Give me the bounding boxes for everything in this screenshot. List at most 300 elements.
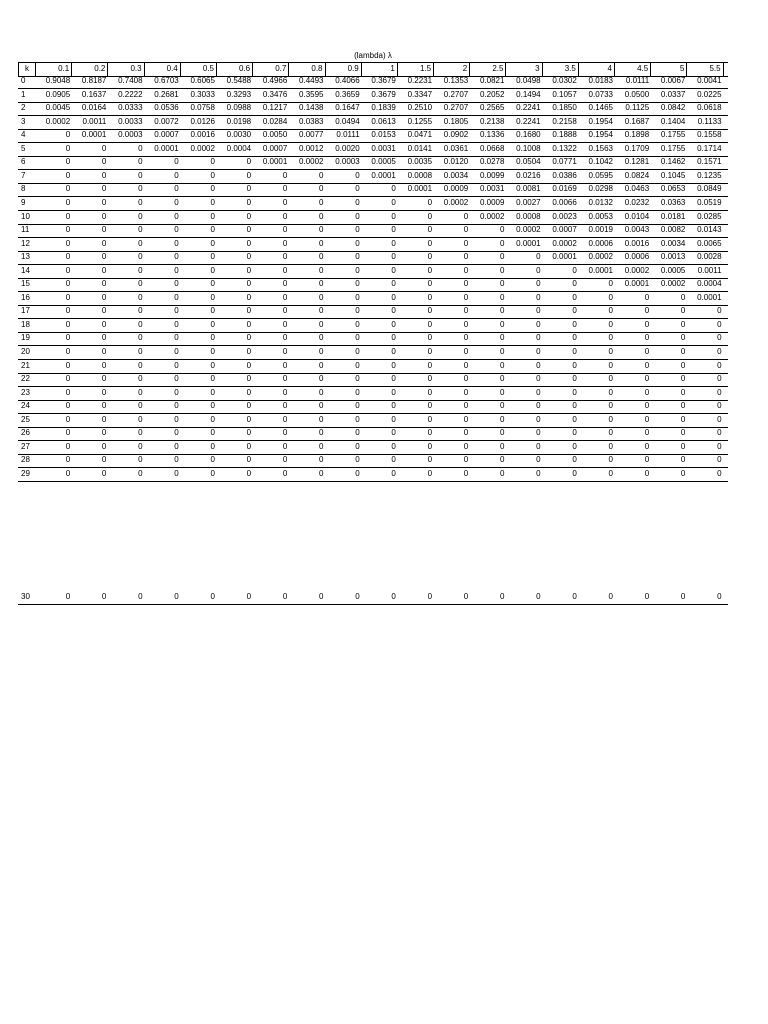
probability-cell: 0.1133 — [697, 116, 722, 126]
probability-cell: 0 — [282, 428, 288, 438]
probability-cell: 0.0104 — [624, 211, 650, 221]
table-row — [18, 224, 728, 238]
probability-cell: 0 — [427, 468, 433, 478]
probability-cell: 0.0028 — [697, 252, 722, 262]
probability-cell: 0 — [499, 468, 505, 478]
probability-cell: 0 — [391, 455, 396, 465]
probability-cell: 0 — [355, 184, 360, 194]
probability-cell: 0 — [246, 401, 252, 411]
probability-cell: 0 — [536, 455, 541, 465]
probability-cell: 0.0005 — [660, 265, 686, 275]
probability-cell: 0 — [138, 387, 143, 397]
k-header: k — [18, 63, 36, 76]
probability-cell: 0 — [644, 387, 650, 397]
probability-cell: 0.5488 — [226, 76, 252, 85]
probability-cell: 0 — [499, 279, 505, 289]
probability-cell: 0 — [572, 468, 577, 478]
probability-cell: 0.0758 — [190, 103, 215, 113]
k-cell: 27 — [21, 441, 30, 451]
probability-cell: 0.0111 — [336, 130, 360, 140]
lambda-header-cell: 5.5 — [687, 63, 723, 76]
probability-cell: 0 — [101, 319, 107, 329]
probability-cell: 0.0001 — [81, 130, 107, 140]
probability-cell: 0 — [65, 414, 71, 424]
probability-cell: 0 — [101, 374, 107, 384]
probability-cell: 0.3033 — [190, 89, 215, 99]
probability-cell: 0 — [499, 252, 505, 262]
lambda-header-cell: 4 — [579, 63, 615, 76]
probability-cell: 0 — [463, 360, 469, 370]
probability-cell: 0 — [680, 428, 686, 438]
probability-cell: 0.0498 — [516, 76, 541, 85]
probability-cell: 0 — [65, 265, 71, 275]
probability-cell: 0 — [499, 347, 505, 356]
probability-cell: 0.0007 — [552, 225, 577, 235]
k-cell: 7 — [21, 170, 26, 180]
probability-cell: 0 — [319, 319, 324, 329]
probability-cell: 0 — [210, 428, 215, 438]
probability-cell: 0 — [391, 225, 396, 235]
probability-cell: 0 — [572, 306, 577, 316]
probability-cell: 0 — [391, 360, 396, 370]
probability-cell: 0 — [319, 265, 324, 275]
probability-cell: 0 — [138, 414, 143, 424]
probability-cell: 0 — [717, 333, 722, 343]
probability-cell: 0 — [246, 414, 252, 424]
probability-cell: 0 — [608, 387, 613, 397]
probability-cell: 0.1680 — [516, 130, 541, 140]
probability-cell: 0 — [246, 387, 252, 397]
probability-cell: 0 — [536, 360, 541, 370]
probability-cell: 0 — [391, 238, 396, 248]
probability-cell: 0.1353 — [443, 76, 469, 85]
probability-cell: 0 — [608, 428, 613, 438]
probability-cell: 0 — [282, 592, 288, 601]
probability-cell: 0 — [174, 225, 179, 235]
probability-cell: 0 — [101, 455, 107, 465]
probability-cell: 0.0002 — [660, 279, 686, 289]
probability-cell: 0 — [572, 333, 577, 343]
probability-cell: 0.0132 — [588, 197, 613, 207]
table-row — [18, 441, 728, 455]
probability-cell: 0 — [717, 374, 722, 384]
probability-cell: 0 — [101, 252, 107, 262]
probability-cell: 0 — [355, 347, 360, 356]
probability-cell: 0 — [138, 455, 143, 465]
probability-cell: 0 — [319, 347, 324, 356]
probability-cell: 0 — [174, 360, 179, 370]
probability-cell: 0 — [246, 441, 252, 451]
probability-cell: 0.1438 — [299, 103, 324, 113]
probability-cell: 0 — [246, 374, 252, 384]
probability-cell: 0 — [391, 347, 396, 356]
probability-cell: 0.0842 — [660, 103, 686, 113]
probability-cell: 0.2241 — [516, 103, 541, 113]
probability-cell: 0 — [536, 441, 541, 451]
probability-cell: 0.0002 — [299, 157, 324, 167]
probability-cell: 0 — [174, 211, 179, 221]
probability-cell: 0 — [680, 387, 686, 397]
probability-cell: 0 — [608, 401, 613, 411]
lambda-header-cell: 0.3 — [108, 63, 144, 76]
probability-cell: 0 — [138, 468, 143, 478]
probability-cell: 0.2138 — [479, 116, 505, 126]
probability-cell: 0 — [319, 401, 324, 411]
probability-cell: 0 — [717, 387, 722, 397]
probability-cell: 0 — [680, 333, 686, 343]
probability-cell: 0 — [65, 211, 71, 221]
probability-cell: 0 — [572, 387, 577, 397]
probability-cell: 0 — [282, 265, 288, 275]
probability-cell: 0 — [101, 441, 107, 451]
probability-cell: 0.0471 — [407, 130, 433, 140]
k-cell: 22 — [21, 374, 30, 384]
lambda-header-cell: 3.5 — [543, 63, 579, 76]
probability-cell: 0 — [355, 252, 360, 262]
probability-cell: 0 — [138, 333, 143, 343]
table-row — [18, 292, 728, 306]
probability-cell: 0 — [499, 238, 505, 248]
probability-cell: 0 — [138, 265, 143, 275]
probability-cell: 0.0009 — [443, 184, 469, 194]
probability-cell: 0 — [572, 265, 577, 275]
k-cell: 4 — [21, 130, 26, 140]
probability-cell: 0 — [355, 197, 360, 207]
probability-cell: 0 — [101, 279, 107, 289]
probability-cell: 0 — [138, 401, 143, 411]
probability-cell: 0 — [65, 130, 71, 140]
probability-cell: 0.0003 — [118, 130, 143, 140]
probability-cell: 0 — [210, 441, 215, 451]
probability-cell: 0 — [319, 592, 324, 601]
probability-cell: 0 — [463, 319, 469, 329]
probability-cell: 0 — [391, 592, 396, 601]
probability-cell: 0 — [355, 306, 360, 316]
probability-cell: 0.1045 — [660, 170, 686, 180]
probability-cell: 0.0001 — [407, 184, 433, 194]
probability-cell: 0 — [463, 428, 469, 438]
probability-cell: 0 — [65, 374, 71, 384]
probability-cell: 0.0169 — [552, 184, 577, 194]
probability-cell: 0 — [65, 441, 71, 451]
lambda-header-cell: 4.5 — [615, 63, 651, 76]
probability-cell: 0 — [210, 592, 215, 601]
probability-cell: 0 — [65, 292, 71, 302]
probability-cell: 0 — [174, 468, 179, 478]
probability-cell: 0 — [463, 225, 469, 235]
probability-cell: 0.1850 — [552, 103, 577, 113]
probability-cell: 0 — [174, 252, 179, 262]
probability-cell: 0 — [391, 265, 396, 275]
probability-cell: 0.1057 — [552, 89, 577, 99]
probability-cell: 0 — [680, 347, 686, 356]
k-cell: 8 — [21, 184, 26, 194]
probability-cell: 0.0001 — [154, 143, 179, 153]
probability-cell: 0 — [499, 265, 505, 275]
probability-cell: 0.0034 — [660, 238, 686, 248]
probability-cell: 0 — [680, 360, 686, 370]
probability-cell: 0 — [427, 238, 433, 248]
probability-cell: 0 — [101, 157, 107, 167]
probability-cell: 0 — [355, 455, 360, 465]
probability-cell: 0.0519 — [697, 197, 722, 207]
k-cell: 0 — [21, 76, 26, 85]
probability-cell: 0 — [355, 401, 360, 411]
probability-cell: 0 — [717, 414, 722, 424]
probability-cell: 0.3659 — [335, 89, 360, 99]
table-row — [18, 454, 728, 468]
probability-cell: 0.3293 — [226, 89, 252, 99]
probability-cell: 0 — [138, 252, 143, 262]
k-cell: 12 — [21, 238, 30, 248]
probability-cell: 0 — [608, 279, 613, 289]
probability-cell: 0 — [717, 306, 722, 316]
probability-cell: 0.1709 — [624, 143, 650, 153]
probability-cell: 0 — [463, 306, 469, 316]
probability-cell: 0 — [101, 225, 107, 235]
probability-cell: 0 — [282, 441, 288, 451]
probability-cell: 0.1462 — [660, 157, 686, 167]
probability-cell: 0.0009 — [479, 197, 505, 207]
probability-cell: 0 — [319, 428, 324, 438]
probability-cell: 0 — [101, 184, 107, 194]
probability-cell: 0 — [65, 252, 71, 262]
probability-cell: 0.0004 — [226, 143, 252, 153]
probability-cell: 0 — [174, 197, 179, 207]
probability-cell: 0 — [138, 306, 143, 316]
probability-cell: 0 — [572, 592, 577, 601]
probability-cell: 0 — [644, 319, 650, 329]
probability-cell: 0 — [499, 401, 505, 411]
table-row — [18, 346, 728, 360]
probability-cell: 0 — [427, 211, 433, 221]
probability-cell: 0.0023 — [552, 211, 577, 221]
probability-cell: 0 — [246, 292, 252, 302]
lambda-header-cell: 1 — [362, 63, 398, 76]
probability-cell: 0.6065 — [190, 76, 215, 85]
table-row — [18, 156, 728, 170]
probability-cell: 0 — [391, 468, 396, 478]
probability-cell: 0.0002 — [443, 197, 469, 207]
probability-cell: 0 — [138, 428, 143, 438]
probability-cell: 0.1008 — [516, 143, 541, 153]
probability-cell: 0 — [680, 306, 686, 316]
probability-cell: 0 — [246, 225, 252, 235]
probability-cell: 0 — [608, 468, 613, 478]
probability-cell: 0 — [101, 592, 107, 601]
probability-cell: 0 — [210, 387, 215, 397]
probability-cell: 0 — [101, 333, 107, 343]
probability-cell: 0 — [463, 333, 469, 343]
probability-cell: 0.0016 — [624, 238, 650, 248]
probability-cell: 0 — [463, 387, 469, 397]
probability-cell: 0.0045 — [45, 103, 71, 113]
table-row — [18, 183, 728, 197]
k-cell: 17 — [21, 306, 30, 316]
probability-cell: 0.0041 — [697, 76, 722, 85]
probability-cell: 0 — [355, 468, 360, 478]
probability-cell: 0 — [246, 306, 252, 316]
probability-cell: 0 — [463, 238, 469, 248]
probability-cell: 0 — [644, 468, 650, 478]
k-cell: 19 — [21, 333, 30, 343]
probability-cell: 0 — [355, 265, 360, 275]
probability-cell: 0 — [427, 225, 433, 235]
table-row — [18, 278, 728, 292]
probability-cell: 0 — [499, 319, 505, 329]
probability-cell: 0 — [608, 374, 613, 384]
probability-cell: 0 — [174, 265, 179, 275]
probability-cell: 0 — [282, 225, 288, 235]
probability-cell: 0.0011 — [82, 116, 107, 126]
k-cell: 29 — [21, 468, 30, 478]
probability-cell: 0.2707 — [443, 89, 469, 99]
probability-cell: 0.0007 — [154, 130, 179, 140]
probability-cell: 0 — [174, 238, 179, 248]
probability-cell: 0.0668 — [479, 143, 505, 153]
probability-cell: 0 — [319, 184, 324, 194]
probability-cell: 0 — [391, 374, 396, 384]
probability-cell: 0 — [282, 414, 288, 424]
probability-cell: 0 — [210, 292, 215, 302]
probability-cell: 0 — [282, 455, 288, 465]
table-row — [18, 591, 728, 605]
probability-cell: 0 — [210, 319, 215, 329]
probability-cell: 0.0002 — [45, 116, 71, 126]
probability-cell: 0 — [499, 592, 505, 601]
probability-cell: 0 — [463, 468, 469, 478]
probability-cell: 0.0002 — [552, 238, 577, 248]
probability-cell: 0.7408 — [118, 76, 143, 85]
probability-cell: 0 — [138, 592, 143, 601]
probability-cell: 0 — [499, 333, 505, 343]
probability-cell: 0 — [282, 387, 288, 397]
probability-cell: 0 — [427, 347, 433, 356]
probability-cell: 0 — [608, 333, 613, 343]
probability-cell: 0.0002 — [516, 225, 541, 235]
lambda-header-cell: 2.5 — [470, 63, 506, 76]
probability-cell: 0 — [391, 252, 396, 262]
probability-cell: 0 — [355, 374, 360, 384]
lambda-header-cell: 0.8 — [289, 63, 325, 76]
lambda-header-cell: 0.4 — [145, 63, 181, 76]
probability-cell: 0.1647 — [335, 103, 360, 113]
k-cell: 28 — [21, 455, 30, 465]
probability-cell: 0 — [463, 592, 469, 601]
probability-cell: 0 — [282, 360, 288, 370]
lambda-header-cell: 0.1 — [36, 63, 72, 76]
probability-cell: 0 — [427, 441, 433, 451]
probability-cell: 0 — [499, 387, 505, 397]
probability-cell: 0 — [644, 455, 650, 465]
probability-cell: 0 — [210, 360, 215, 370]
probability-cell: 0 — [391, 197, 396, 207]
probability-cell: 0 — [65, 455, 71, 465]
probability-cell: 0 — [101, 387, 107, 397]
probability-cell: 0.1322 — [552, 143, 577, 153]
probability-cell: 0 — [65, 319, 71, 329]
table-row — [18, 373, 728, 387]
probability-cell: 0 — [319, 414, 324, 424]
probability-cell: 0 — [210, 306, 215, 316]
probability-cell: 0 — [210, 401, 215, 411]
probability-cell: 0.2222 — [118, 89, 143, 99]
probability-cell: 0 — [65, 170, 71, 180]
probability-cell: 0 — [174, 374, 179, 384]
probability-cell: 0.1637 — [81, 89, 107, 99]
table-row — [18, 116, 728, 130]
probability-cell: 0 — [138, 279, 143, 289]
probability-cell: 0.1755 — [660, 143, 686, 153]
probability-cell: 0 — [101, 211, 107, 221]
probability-cell: 0.0363 — [660, 197, 686, 207]
probability-cell: 0.0278 — [479, 157, 505, 167]
probability-cell: 0 — [174, 157, 179, 167]
probability-cell: 0 — [391, 306, 396, 316]
probability-cell: 0.1125 — [625, 103, 650, 113]
probability-cell: 0 — [246, 211, 252, 221]
probability-cell: 0 — [174, 401, 179, 411]
table-row — [18, 143, 728, 157]
probability-cell: 0 — [644, 360, 650, 370]
k-cell: 2 — [21, 103, 26, 113]
probability-cell: 0 — [499, 414, 505, 424]
probability-cell: 0 — [463, 279, 469, 289]
probability-cell: 0 — [536, 252, 541, 262]
probability-cell: 0 — [391, 333, 396, 343]
probability-cell: 0 — [138, 360, 143, 370]
probability-cell: 0.0504 — [516, 157, 541, 167]
lambda-header-cell: 3 — [506, 63, 542, 76]
probability-cell: 0 — [101, 401, 107, 411]
probability-cell: 0.0653 — [660, 184, 686, 194]
probability-cell: 0 — [644, 414, 650, 424]
probability-cell: 0 — [282, 374, 288, 384]
probability-cell: 0 — [644, 441, 650, 451]
probability-cell: 0.1465 — [588, 103, 613, 113]
probability-cell: 0.0050 — [262, 130, 288, 140]
probability-cell: 0 — [101, 170, 107, 180]
probability-cell: 0.1281 — [624, 157, 650, 167]
probability-cell: 0 — [101, 265, 107, 275]
probability-cell: 0 — [572, 455, 577, 465]
k-cell: 23 — [21, 387, 30, 397]
probability-cell: 0 — [101, 306, 107, 316]
probability-cell: 0.0013 — [660, 252, 686, 262]
probability-cell: 0.0007 — [262, 143, 288, 153]
k-cell: 16 — [21, 292, 30, 302]
probability-cell: 0.0001 — [262, 157, 288, 167]
probability-cell: 0 — [463, 414, 469, 424]
probability-cell: 0 — [463, 265, 469, 275]
probability-cell: 0.1571 — [697, 157, 722, 167]
probability-cell: 0 — [138, 197, 143, 207]
probability-cell: 0.1404 — [660, 116, 686, 126]
probability-cell: 0 — [680, 374, 686, 384]
probability-cell: 0 — [246, 468, 252, 478]
table-row — [18, 238, 728, 252]
probability-cell: 0 — [391, 387, 396, 397]
probability-cell: 0 — [138, 211, 143, 221]
probability-cell: 0 — [210, 238, 215, 248]
lambda-header-cell: 0.2 — [72, 63, 108, 76]
probability-cell: 0 — [282, 252, 288, 262]
probability-cell: 0 — [246, 238, 252, 248]
probability-cell: 0 — [210, 279, 215, 289]
probability-cell: 0.0072 — [154, 116, 179, 126]
probability-cell: 0.0016 — [190, 130, 215, 140]
table-row — [18, 129, 728, 143]
